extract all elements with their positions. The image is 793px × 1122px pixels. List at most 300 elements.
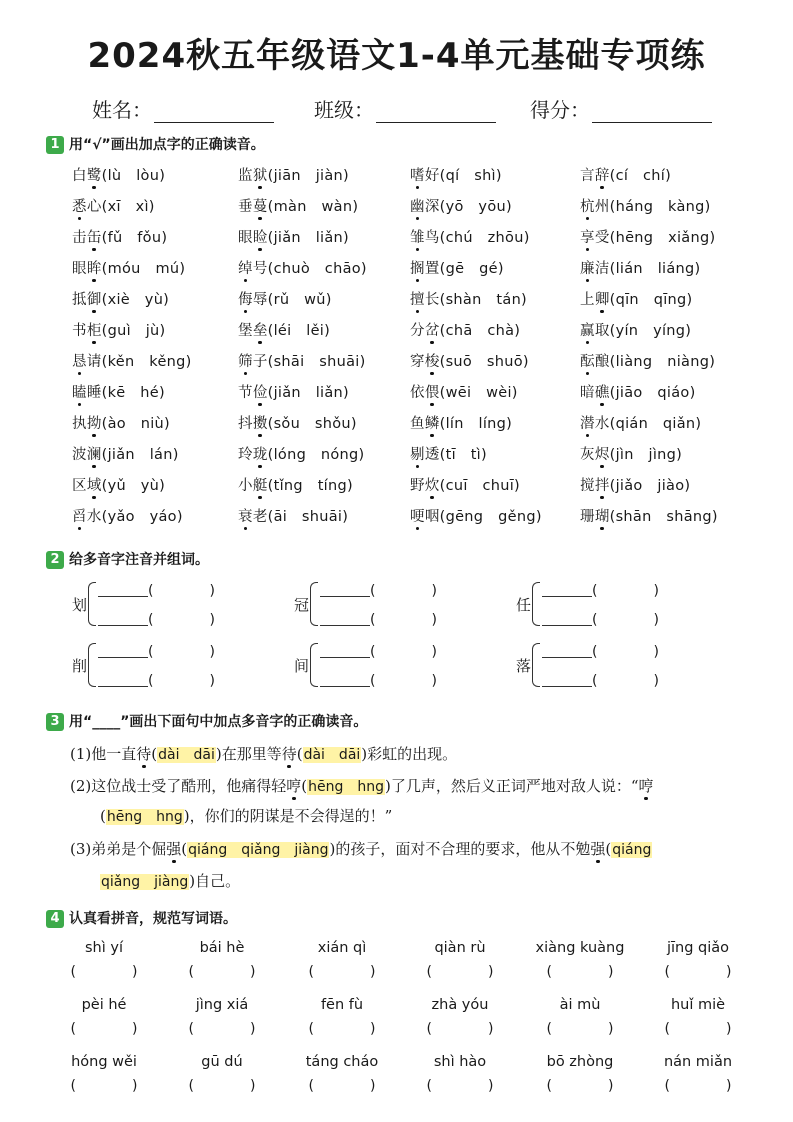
dotted-char: 御 — [87, 288, 102, 309]
word-char: 好 — [424, 168, 440, 184]
word-item[interactable] — [238, 195, 358, 216]
pinyin-text: bái hè — [199, 940, 245, 956]
pinyin-blank[interactable]: ( ) — [148, 612, 215, 628]
dotted-char: 鳞 — [425, 412, 440, 433]
dotted-char: 俭 — [253, 381, 268, 402]
word-item[interactable] — [72, 195, 155, 216]
pinyin-word-item — [172, 1052, 272, 1096]
dotted-char: 筛 — [238, 350, 253, 371]
pinyin-options[interactable]: (xiè yù) — [101, 292, 170, 308]
answer-blank[interactable]: ( ) — [426, 1021, 494, 1037]
sentence-text: )，你们的阴谋是不会得逞的！” — [183, 807, 393, 825]
dotted-char: 哼 — [638, 777, 654, 795]
word-char: 上 — [580, 292, 595, 308]
answer-blank[interactable]: ( ) — [70, 1078, 138, 1094]
word-item[interactable] — [238, 164, 349, 185]
word-char: 珊 — [580, 509, 595, 525]
pinyin-options[interactable]: (jiǎn liǎn) — [267, 385, 350, 401]
word-item[interactable] — [580, 257, 701, 278]
dotted-char: 雏 — [410, 226, 425, 247]
pinyin-text: xián qì — [317, 940, 367, 956]
section2-number: 2 — [46, 551, 64, 569]
pinyin-options[interactable]: (guì jù) — [101, 323, 166, 339]
dotted-char: 待 — [136, 745, 152, 763]
word-item[interactable] — [72, 443, 179, 464]
pinyin-options[interactable]: (móu mú) — [101, 261, 186, 277]
pinyin-options[interactable]: hēng hng — [308, 779, 385, 795]
pinyin-blank[interactable]: ( ) — [148, 644, 215, 660]
pinyin-options[interactable]: (lóng nóng) — [267, 447, 365, 463]
word-item[interactable] — [410, 505, 542, 526]
dotted-char: 擞 — [253, 412, 268, 433]
word-item[interactable] — [580, 195, 711, 216]
word-char: 心 — [86, 199, 102, 215]
word-char: 深 — [424, 199, 440, 215]
word-item[interactable] — [72, 319, 165, 340]
pinyin-text: qiàn rù — [434, 940, 486, 956]
brace — [310, 582, 318, 626]
word-row — [72, 195, 772, 219]
answer-blank[interactable]: ( ) — [546, 964, 614, 980]
section4-number: 4 — [46, 910, 64, 928]
pinyin-word-item — [410, 938, 510, 982]
word-blank[interactable] — [98, 686, 148, 687]
pinyin-options[interactable]: (āi shuāi) — [267, 509, 349, 525]
section1-heading — [46, 136, 265, 154]
pinyin-options[interactable]: dài dāi — [158, 747, 215, 763]
pinyin-blank[interactable]: ( ) — [592, 612, 659, 628]
class-blank[interactable] — [376, 101, 496, 123]
dotted-char: 哽 — [410, 505, 425, 526]
word-char: 州 — [594, 199, 610, 215]
answer-blank[interactable]: ( ) — [664, 1021, 732, 1037]
sentence-text: ( — [605, 840, 612, 858]
pinyin-text: pèi hé — [81, 997, 127, 1013]
answer-blank[interactable]: ( ) — [188, 1021, 256, 1037]
answer-blank[interactable]: ( ) — [188, 1078, 256, 1094]
word-item[interactable] — [580, 226, 715, 247]
word-char: 置 — [424, 261, 440, 277]
pinyin-blank[interactable]: ( ) — [592, 644, 659, 660]
pinyin-word-item — [648, 995, 748, 1039]
answer-blank[interactable]: ( ) — [664, 964, 732, 980]
word-char: 灰 — [580, 447, 595, 463]
dotted-char: 卿 — [595, 288, 610, 309]
score-blank[interactable] — [592, 101, 712, 123]
word-item[interactable] — [238, 257, 367, 278]
pinyin-options[interactable]: (yǎo yáo) — [101, 509, 183, 525]
pinyin-text: táng cháo — [305, 1054, 379, 1070]
pinyin-text: fēn fù — [320, 997, 364, 1013]
pinyin-options[interactable]: (jiǎn liǎn) — [267, 230, 350, 246]
pinyin-options[interactable]: (jiāo qiáo) — [609, 385, 696, 401]
pinyin-options[interactable]: (gēng gěng) — [439, 509, 542, 525]
class-field[interactable] — [314, 94, 496, 123]
word-item[interactable] — [72, 350, 192, 371]
pinyin-options[interactable]: (yō yōu) — [439, 199, 512, 215]
dotted-char: 舀 — [72, 505, 87, 526]
pinyin-options[interactable]: (jiǎo jiào) — [609, 478, 691, 494]
dotted-char: 瑚 — [595, 505, 610, 526]
word-blank[interactable] — [542, 686, 592, 687]
section1-instruction: 用“√”画出加点字的正确读音。 — [69, 137, 265, 153]
word-blank[interactable] — [542, 625, 592, 626]
answer-blank[interactable]: ( ) — [664, 1078, 732, 1094]
pinyin-blank[interactable]: ( ) — [148, 583, 215, 599]
pinyin-options[interactable]: (háng kàng) — [609, 199, 711, 215]
pinyin-text: huǐ miè — [670, 997, 726, 1013]
answer-blank[interactable]: ( ) — [426, 1078, 494, 1094]
dotted-char: 礁 — [595, 381, 610, 402]
word-char: 子 — [252, 354, 268, 370]
word-item[interactable] — [72, 164, 165, 185]
pinyin-options[interactable]: (lù lòu) — [101, 168, 166, 184]
brace — [532, 582, 540, 626]
answer-blank[interactable]: ( ) — [308, 1021, 376, 1037]
pinyin-options[interactable]: (cí chí) — [609, 168, 672, 184]
pinyin-options[interactable]: (qí shì) — [439, 168, 502, 184]
dotted-char: 赢 — [580, 319, 595, 340]
pinyin-options[interactable]: (xī xì) — [101, 199, 155, 215]
sentence-line — [100, 870, 240, 891]
dotted-char: 强 — [590, 840, 606, 858]
word-blank[interactable] — [542, 596, 592, 597]
word-item[interactable] — [410, 381, 518, 402]
word-blank[interactable] — [320, 686, 370, 687]
pinyin-text: gū dú — [201, 1054, 243, 1070]
word-blank[interactable] — [320, 657, 370, 658]
word-row — [72, 226, 772, 250]
sentence-text: )自己。 — [189, 872, 241, 890]
word-item[interactable] — [238, 381, 349, 402]
pinyin-options[interactable]: (qīn qīng) — [609, 292, 693, 308]
pinyin-blank[interactable]: ( ) — [592, 673, 659, 689]
word-char: 睡 — [86, 385, 102, 401]
word-item[interactable] — [580, 381, 696, 402]
pinyin-options[interactable]: (jìn jìng) — [609, 447, 683, 463]
word-item[interactable] — [238, 350, 366, 371]
pinyin-options[interactable]: (yín yíng) — [609, 323, 692, 339]
answer-blank[interactable]: ( ) — [70, 964, 138, 980]
pinyin-options[interactable]: (cuī chuī) — [439, 478, 521, 494]
word-char: 咽 — [424, 509, 440, 525]
word-char: 暗 — [580, 385, 595, 401]
polyphone-item — [516, 580, 676, 630]
pinyin-text: hóng wěi — [71, 1054, 137, 1070]
dotted-char: 廉 — [580, 257, 595, 278]
brace — [88, 582, 96, 626]
word-row — [72, 381, 772, 405]
pinyin-options[interactable]: (suō shuō) — [439, 354, 529, 370]
word-row — [72, 350, 772, 374]
dotted-char: 艇 — [253, 474, 268, 495]
pinyin-options[interactable]: (gē gé) — [439, 261, 504, 277]
word-char: 执 — [72, 416, 87, 432]
word-item[interactable] — [72, 257, 185, 278]
word-item[interactable] — [410, 195, 512, 216]
pinyin-options[interactable]: hēng hng — [106, 809, 183, 825]
polyphone-char: 冠 — [294, 596, 310, 614]
pinyin-word-item — [172, 938, 272, 982]
pinyin-options[interactable]: (tǐng tíng) — [267, 478, 353, 494]
pinyin-options[interactable]: (màn wàn) — [267, 199, 359, 215]
polyphone-char: 削 — [72, 657, 88, 675]
word-item[interactable] — [410, 412, 512, 433]
word-item[interactable] — [410, 288, 527, 309]
word-item[interactable] — [238, 319, 330, 340]
section1-number: 1 — [46, 136, 64, 154]
sentence-line — [70, 838, 652, 859]
pinyin-options[interactable]: (jiǎn lán) — [101, 447, 179, 463]
pinyin-options[interactable]: (lín líng) — [439, 416, 513, 432]
word-item[interactable] — [410, 319, 520, 340]
word-char: 号 — [252, 261, 268, 277]
section2-heading — [46, 551, 209, 569]
word-item[interactable] — [238, 412, 357, 433]
pinyin-options[interactable]: qiǎng jiàng — [101, 874, 189, 890]
pinyin-options[interactable]: (shàn tán) — [439, 292, 528, 308]
pinyin-options[interactable]: (léi lěi) — [267, 323, 331, 339]
pinyin-blank[interactable]: ( ) — [592, 583, 659, 599]
dotted-char: 潜 — [580, 412, 595, 433]
dotted-char: 梭 — [425, 350, 440, 371]
word-item[interactable] — [72, 288, 169, 309]
word-char: 监 — [238, 168, 253, 184]
word-blank[interactable] — [98, 596, 148, 597]
word-blank[interactable] — [320, 625, 370, 626]
word-item[interactable] — [580, 505, 718, 526]
pinyin-options[interactable]: (ào niù) — [101, 416, 171, 432]
sentence-line — [70, 743, 457, 764]
pinyin-text: shì hào — [433, 1054, 487, 1070]
dotted-char: 烬 — [595, 443, 610, 464]
word-item[interactable] — [580, 412, 701, 433]
pinyin-options[interactable]: (wēi wèi) — [439, 385, 518, 401]
answer-blank[interactable]: ( ) — [426, 964, 494, 980]
dotted-char: 辞 — [595, 164, 610, 185]
pinyin-options[interactable]: (qián qiǎn) — [609, 416, 702, 432]
pinyin-word-item — [54, 938, 154, 982]
word-item[interactable] — [72, 474, 165, 495]
dotted-char: 拗 — [87, 412, 102, 433]
pinyin-options[interactable]: (chuò chāo) — [267, 261, 367, 277]
dotted-char: 酝 — [580, 350, 595, 371]
dotted-char: 眸 — [87, 257, 102, 278]
dotted-char: 蔓 — [253, 195, 268, 216]
pinyin-options[interactable]: (liàng niàng) — [609, 354, 716, 370]
word-char: 鸟 — [424, 230, 440, 246]
word-char: 节 — [238, 385, 253, 401]
word-row — [72, 412, 772, 436]
word-item[interactable] — [410, 164, 502, 185]
pinyin-options[interactable]: (yǔ yù) — [101, 478, 166, 494]
word-blank[interactable] — [98, 657, 148, 658]
word-item[interactable] — [72, 226, 167, 247]
pinyin-word-item — [292, 995, 392, 1039]
sentence-line — [100, 805, 392, 826]
pinyin-blank[interactable]: ( ) — [370, 612, 437, 628]
pinyin-word-item — [54, 995, 154, 1039]
polyphone-item — [516, 641, 676, 691]
pinyin-options[interactable]: (jiān jiàn) — [267, 168, 350, 184]
name-blank[interactable] — [154, 101, 274, 123]
answer-blank[interactable]: ( ) — [70, 1021, 138, 1037]
polyphone-char: 落 — [516, 657, 532, 675]
sentence-text: (2)这位战士受了酷刑，他痛得轻 — [70, 777, 287, 795]
answer-blank[interactable]: ( ) — [546, 1078, 614, 1094]
dotted-char: 域 — [87, 474, 102, 495]
sentence-line — [70, 775, 654, 796]
word-item[interactable] — [238, 226, 349, 247]
word-item[interactable] — [72, 505, 183, 526]
section3-instruction: 用“____”画出下面句中加点多音字的正确读音。 — [69, 714, 368, 730]
word-item[interactable] — [410, 226, 530, 247]
pinyin-blank[interactable]: ( ) — [370, 583, 437, 599]
word-item[interactable] — [580, 350, 715, 371]
section3-heading — [46, 713, 367, 731]
answer-blank[interactable]: ( ) — [188, 964, 256, 980]
pinyin-text: bō zhòng — [546, 1054, 614, 1070]
word-char: 抵 — [72, 292, 87, 308]
pinyin-word-item — [172, 995, 272, 1039]
pinyin-options[interactable]: (fǔ fǒu) — [101, 230, 168, 246]
pinyin-options[interactable]: (shāi shuāi) — [267, 354, 366, 370]
pinyin-options[interactable]: (tī tì) — [439, 447, 487, 463]
word-item[interactable] — [410, 350, 529, 371]
word-char: 野 — [410, 478, 425, 494]
dotted-char: 悉 — [72, 195, 87, 216]
word-row — [72, 164, 772, 188]
pinyin-options[interactable]: qiáng qiǎng jiàng — [188, 842, 329, 858]
dotted-char: 侮 — [238, 288, 253, 309]
dotted-char: 待 — [281, 745, 297, 763]
dotted-char: 强 — [166, 840, 182, 858]
dotted-char: 擅 — [410, 288, 425, 309]
word-item[interactable] — [410, 474, 520, 495]
word-blank[interactable] — [98, 625, 148, 626]
word-item[interactable] — [580, 164, 671, 185]
word-char: 受 — [594, 230, 610, 246]
word-char: 白 — [72, 168, 87, 184]
dotted-char: 柜 — [87, 319, 102, 340]
word-char: 小 — [238, 478, 253, 494]
pinyin-word-item — [530, 938, 630, 982]
word-char: 垂 — [238, 199, 253, 215]
word-item[interactable] — [238, 474, 353, 495]
dotted-char: 享 — [580, 226, 595, 247]
pinyin-options[interactable]: dài dāi — [303, 747, 361, 763]
pinyin-blank[interactable]: ( ) — [370, 644, 437, 660]
pinyin-blank[interactable]: ( ) — [148, 673, 215, 689]
sentence-text: ( — [296, 745, 303, 763]
sentence-text: ( — [151, 745, 158, 763]
polyphone-char: 划 — [72, 596, 88, 614]
dotted-char: 炊 — [425, 474, 440, 495]
pinyin-text: xiàng kuàng — [535, 940, 625, 956]
word-blank[interactable] — [320, 596, 370, 597]
dotted-char: 缶 — [87, 226, 102, 247]
dotted-char: 杭 — [580, 195, 595, 216]
word-char: 水 — [86, 509, 102, 525]
pinyin-text: nán miǎn — [663, 1054, 733, 1070]
pinyin-text: jīng qiǎo — [666, 940, 730, 956]
word-char: 水 — [594, 416, 610, 432]
answer-blank[interactable]: ( ) — [546, 1021, 614, 1037]
pinyin-options[interactable]: (sǒu shǒu) — [267, 416, 357, 432]
word-item[interactable] — [238, 288, 332, 309]
score-field[interactable] — [530, 94, 712, 123]
pinyin-options[interactable]: (kěn kěng) — [101, 354, 192, 370]
pinyin-options[interactable]: (rǔ wǔ) — [267, 292, 332, 308]
section2-instruction: 给多音字注音并组词。 — [69, 552, 209, 568]
word-item[interactable] — [580, 474, 690, 495]
polyphone-char: 任 — [516, 596, 532, 614]
word-char: 眼 — [238, 230, 253, 246]
word-item[interactable] — [238, 443, 365, 464]
pinyin-options[interactable]: (hēng xiǎng) — [609, 230, 716, 246]
pinyin-word-item — [54, 1052, 154, 1096]
dotted-char: 珑 — [253, 443, 268, 464]
answer-blank[interactable]: ( ) — [308, 1078, 376, 1094]
dotted-char: 衰 — [238, 505, 253, 526]
dotted-char: 睑 — [253, 226, 268, 247]
pinyin-options[interactable]: (lián liáng) — [609, 261, 701, 277]
word-item[interactable] — [238, 505, 348, 526]
answer-blank[interactable]: ( ) — [308, 964, 376, 980]
name-field[interactable] — [92, 94, 274, 123]
pinyin-text: ài mù — [559, 997, 601, 1013]
word-item[interactable] — [580, 319, 691, 340]
pinyin-options[interactable]: (chā chà) — [439, 323, 521, 339]
pinyin-word-item — [292, 938, 392, 982]
dotted-char: 狱 — [253, 164, 268, 185]
word-char: 辱 — [252, 292, 268, 308]
pinyin-word-item — [648, 938, 748, 982]
pinyin-word-item — [410, 1052, 510, 1096]
word-row — [72, 288, 772, 312]
section3-number: 3 — [46, 713, 64, 731]
pinyin-options[interactable]: (shān shāng) — [609, 509, 718, 525]
word-item[interactable] — [580, 443, 682, 464]
pinyin-blank[interactable]: ( ) — [370, 673, 437, 689]
dotted-char: 绰 — [238, 257, 253, 278]
page-title: 2024秋五年级语文1-4单元基础专项练 — [87, 36, 706, 76]
brace — [532, 643, 540, 687]
pinyin-word-item — [410, 995, 510, 1039]
pinyin-options[interactable]: qiáng — [612, 842, 652, 858]
word-row — [72, 474, 772, 498]
pinyin-options[interactable]: (kē hé) — [101, 385, 165, 401]
word-item[interactable] — [410, 443, 487, 464]
word-blank[interactable] — [542, 657, 592, 658]
sentence-text: )了几声，然后义正词严地对敌人说：“ — [385, 777, 639, 795]
word-char: 眼 — [72, 261, 87, 277]
dotted-char: 瞌 — [72, 381, 87, 402]
pinyin-word-item — [530, 1052, 630, 1096]
pinyin-options[interactable]: (chú zhōu) — [439, 230, 530, 246]
word-char: 老 — [252, 509, 268, 525]
class-label: 班级： — [314, 98, 374, 122]
pinyin-word-item — [648, 1052, 748, 1096]
word-item[interactable] — [580, 288, 693, 309]
word-item[interactable] — [410, 257, 504, 278]
dotted-char: 幽 — [410, 195, 425, 216]
dotted-char: 岔 — [425, 319, 440, 340]
brace — [310, 643, 318, 687]
word-item[interactable] — [72, 381, 165, 402]
word-item[interactable] — [72, 412, 170, 433]
word-char: 抖 — [238, 416, 253, 432]
